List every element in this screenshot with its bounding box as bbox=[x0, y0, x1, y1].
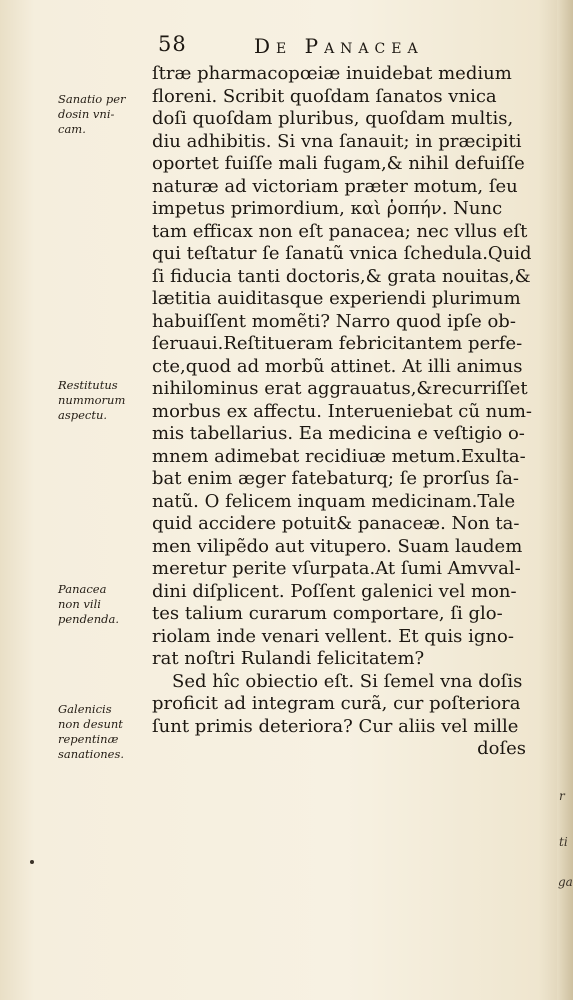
text-line: ſeruaui.Reſtitueram febricitantem perfe- bbox=[152, 333, 523, 354]
catchword: doſes bbox=[477, 738, 526, 759]
margin-note bbox=[58, 378, 150, 423]
margin-note-line: Sanatio per bbox=[58, 92, 126, 106]
margin-note-line: Galenicis bbox=[58, 702, 112, 716]
text-line: oportet fuiſſe mali fugam,& nihil defuiſſe bbox=[152, 153, 525, 174]
text-line: meretur perite vſurpata.At ſumi Amvval- bbox=[152, 558, 521, 579]
margin-note bbox=[58, 582, 150, 627]
text-line: diu adhibitis. Si vna ſanauit; in præcipiti bbox=[152, 130, 522, 152]
margin-note-line: Panacea bbox=[58, 582, 107, 596]
page-header bbox=[158, 32, 478, 62]
edge-mark: ti bbox=[559, 835, 568, 849]
text-line: cte,quod ad morbũ attinet. At illi animus bbox=[152, 355, 523, 377]
body-text bbox=[152, 63, 560, 761]
text-line: morbus ex affectu. Interueniebat cũ num- bbox=[152, 400, 533, 422]
running-title: De Panacea bbox=[254, 34, 424, 58]
text-line: proficit ad integram curã, cur poſteriora bbox=[152, 693, 521, 714]
text-line: tes talium curarum comportare, ſi glo- bbox=[152, 603, 503, 624]
text-line: rat noſtri Rulandi felicitatem? bbox=[152, 648, 425, 669]
text-line: men vilipẽdo aut vitupero. Suam laudem bbox=[152, 535, 523, 557]
margin-note bbox=[58, 702, 150, 762]
margin-note bbox=[58, 92, 150, 137]
text-line: naturæ ad victoriam præter motum, ſeu bbox=[152, 175, 518, 197]
text-line: tam efficax non eſt panacea; nec vllus eſt bbox=[152, 220, 528, 242]
margin-note-line: aspectu. bbox=[58, 408, 108, 422]
ink-dot bbox=[30, 860, 34, 864]
text-line: Sed hîc obiectio eſt. Si ſemel vna doſis bbox=[172, 670, 523, 692]
text-line: ſtræ pharmacopœiæ inuidebat medium bbox=[152, 63, 512, 84]
text-line: qui teſtatur ſe ſanatũ vnica ſchedula.Quid bbox=[152, 243, 532, 264]
edge-mark: r bbox=[559, 789, 565, 803]
text-line: impetus primordium, καὶ ῥοπήν. Nunc bbox=[152, 198, 503, 219]
margin-note-line: nummorum bbox=[58, 393, 126, 407]
text-line: mis tabellarius. Ea medicina e veſtigio o- bbox=[152, 423, 525, 444]
text-line: natũ. O felicem inquam medicinam.Tale bbox=[152, 490, 516, 512]
text-line: bat enim æger fatebaturq; ſe prorſus ſa- bbox=[152, 468, 519, 489]
margin-note-line: repentinæ bbox=[58, 732, 119, 746]
text-line: habuiſſent momẽti? Narro quod ipſe ob- bbox=[152, 310, 516, 332]
margin-note-line: cam. bbox=[58, 122, 86, 136]
margin-note-line: Restitutus bbox=[58, 378, 118, 392]
text-line: ſi fiducia tanti doctoris,& grata nouitas,& bbox=[152, 265, 531, 287]
margin-note-line: sanationes. bbox=[58, 747, 125, 761]
text-line: riolam inde venari vellent. Et quis igno- bbox=[152, 625, 514, 647]
text-line: nihilominus erat aggrauatus,&recurriſſet bbox=[152, 378, 528, 399]
text-line: quid accidere potuit& panaceæ. Non ta- bbox=[152, 513, 520, 534]
edge-mark: ga bbox=[558, 875, 573, 889]
margin-note-line: dosin vni- bbox=[58, 107, 115, 121]
text-line: mnem adimebat recidiuæ metum.Exulta- bbox=[152, 445, 526, 467]
text-line: floreni. Scribit quoſdam ſanatos vnica bbox=[152, 85, 497, 107]
text-line: lætitia auiditasque experiendi plurimum bbox=[152, 288, 521, 309]
text-line: ſunt primis deteriora? Cur aliis vel mille bbox=[152, 715, 519, 737]
text-line: dini diſplicent. Poſſent galenici vel mon- bbox=[152, 580, 517, 602]
text-line: doſi quoſdam pluribus, quoſdam multis, bbox=[152, 108, 514, 129]
margin-note-line: non desunt bbox=[58, 717, 123, 731]
margin-note-line: non vili bbox=[58, 597, 101, 611]
page-number: 58 bbox=[158, 32, 187, 56]
margin-note-line: pendenda. bbox=[58, 612, 120, 626]
